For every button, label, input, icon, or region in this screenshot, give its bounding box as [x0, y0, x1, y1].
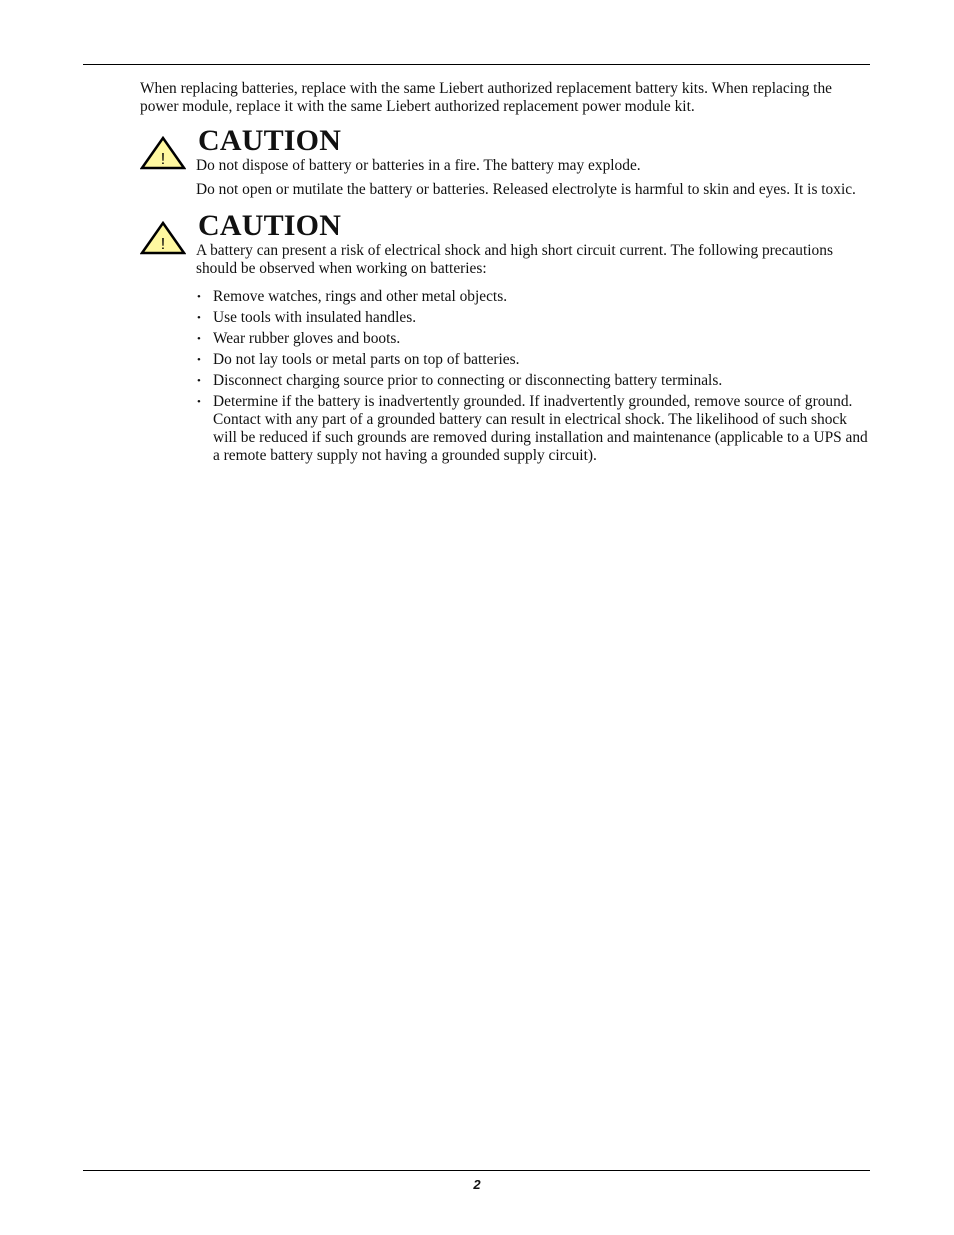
- bullet-icon: •: [197, 312, 201, 324]
- caution-paragraph: Do not open or mutilate the battery or batteries. Released electrolyte is harmful to skin and eyes. It is toxic.: [196, 181, 856, 198]
- caution-paragraph: Do not dispose of battery or batteries in a fire. The battery may explode.: [196, 157, 641, 174]
- list-item-text: Do not lay tools or metal parts on top of batteries.: [213, 351, 520, 368]
- footer-rule: [83, 1170, 870, 1171]
- bullet-icon: •: [197, 375, 201, 387]
- list-item: [196, 372, 868, 390]
- list-item-text: Disconnect charging source prior to connecting or disconnecting battery terminals.: [213, 372, 723, 389]
- caution-heading: CAUTION: [198, 124, 342, 157]
- warning-triangle-icon: [140, 221, 186, 255]
- bullet-icon: •: [197, 291, 201, 303]
- warning-glyph: !: [160, 151, 166, 168]
- bullet-icon: •: [197, 354, 201, 366]
- caution-paragraph: A battery can present a risk of electrical shock and high short circuit current. The following precautions should be observed when working on batteries:: [196, 242, 833, 277]
- bullet-icon: •: [197, 333, 201, 345]
- caution-heading: CAUTION: [198, 209, 342, 242]
- list-item-text: Use tools with insulated handles.: [213, 309, 417, 326]
- list-item-text: Wear rubber gloves and boots.: [213, 330, 401, 347]
- list-item: [196, 330, 868, 348]
- document-body: [140, 80, 868, 468]
- header-rule: [83, 64, 870, 65]
- intro-paragraph: When replacing batteries, replace with the same Liebert authorized replacement battery kits. When replacing the power module, replace it with the same Liebert authorized replacement power module kit.: [140, 80, 832, 115]
- warning-triangle-icon: [140, 136, 186, 170]
- list-item: [196, 393, 868, 465]
- list-item: [196, 351, 868, 369]
- list-item-text: Determine if the battery is inadvertently grounded. If inadvertently grounded, remove source of ground. Contact with any part of a grounded battery can result in electrical shock. The likelihood of such shock will be reduced if such grounds are removed during installation and maintenance (applicable to a UPS and a remote battery supply not having a grounded supply circuit).: [213, 393, 868, 464]
- list-item: [196, 288, 868, 306]
- caution-block-fire: [140, 126, 868, 199]
- precautions-list: [196, 288, 868, 465]
- page-number: 2: [473, 1177, 481, 1192]
- bullet-icon: •: [197, 396, 201, 408]
- caution-block-shock: [140, 211, 868, 465]
- warning-glyph: !: [160, 236, 166, 253]
- list-item-text: Remove watches, rings and other metal objects.: [213, 288, 508, 305]
- list-item: [196, 309, 868, 327]
